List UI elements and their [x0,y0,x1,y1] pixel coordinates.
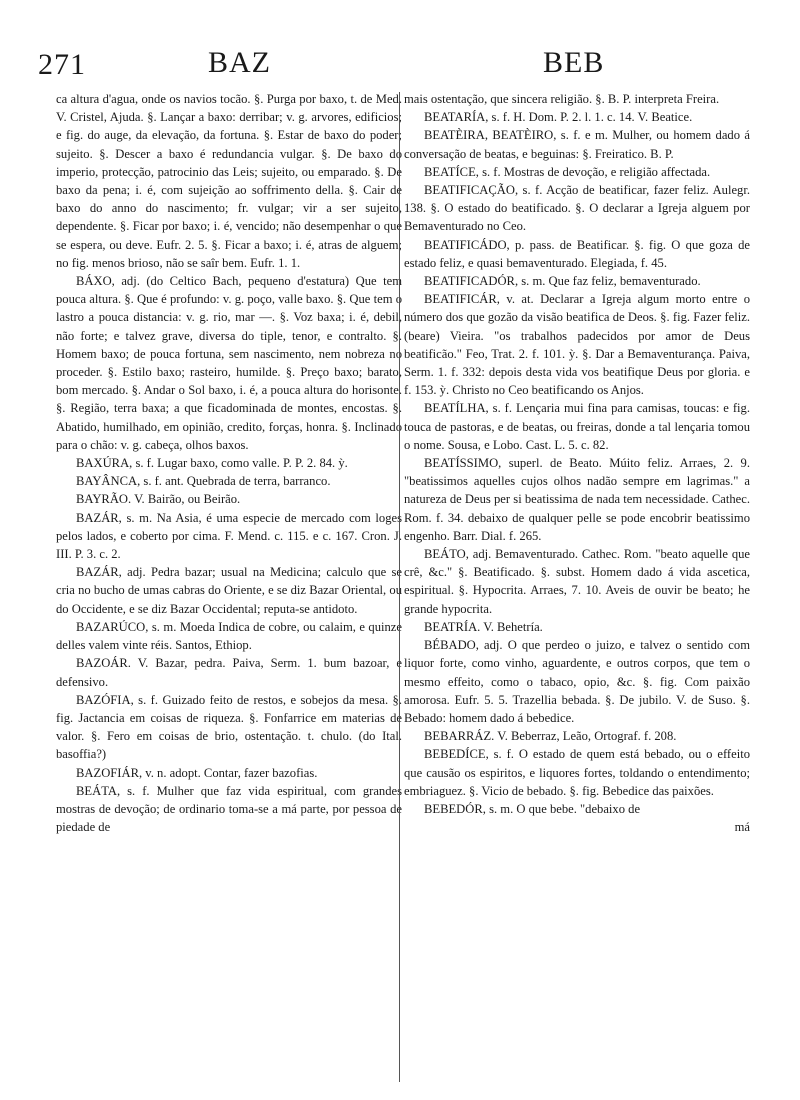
page-header [38,46,762,86]
entry-beata: BEÁTA, s. f. Mulher que faz vida espiritual, com grandes mostras de devoção; de ordinario toma-se a má parte, por pessoa de piedade de [56,783,402,835]
entry-beatria: BEATRÍA. V. Behetría. [424,619,543,634]
entry-continuation: mais ostentação, que sincera religião. §. B. P. interpreta Freira. [404,92,720,106]
entry-bazar-adj: BAZÁR, adj. Pedra bazar; usual na Medicina; calculo que se cria no bucho de umas cabras do Oriente, e se diz Bazar Oriental, ou do Occidente, e se diz Bazar Occidental; reputa-se antidoto. [56,565,402,616]
entry-beatificador: BEATIFICADÓR, s. m. Que faz feliz, bemaventurado. [424,274,701,289]
entry-continuation: ca altura d'agua, onde os navios tocão. §. Purga por baxo, t. de Med. V. Cristel, Ajuda. §. Lançar a baxo: derribar; v. g. arvores, edificios; e fig. do auge, da elevação, da fortuna. §. Estar de baxo do poder; sujeito. §. Descer a baxo é redundancia vulgar. §. De baxo do imperio, protecção, patrocinio das Leis; sujeito, ou emparado. §. De baxo da pena; i. é, com sujeição ao soffrimento della. §. Cair de baxo do anno do nascimento; fr. vulgar; vir a ser sujeito, dependente. §. Ficar por baxo; i. é, vencido; não desempenhar o que se espera, ou deve. Eufr. 2. 5. §. Ficar a baxo; i. é, atras de alguem; no fig. menos brioso, não se saîr bem. Eufr. 1. 1. [56,92,402,270]
entry-beatificacao: BEATIFICAÇÃO, s. f. Acção de beatificar, fazer feliz. Aulegr. 138. §. O estado do beatificado. §. O declarar a Igreja alguem por Bemaventurado no Ceo. [404,183,750,234]
entry-beatificado: BEATIFICÁDO, p. pass. de Beatificar. §. fig. O que goza de estado feliz, e quasi bemaventurado. Elegiada, f. 45. [404,237,750,270]
entry-bazaruco: BAZARÚCO, s. m. Moeda Indica de cobre, ou calaim, e quinze delles valem vinte réis. Santos, Ethiop. [56,619,402,653]
entry-bazofiar: BAZOFIÁR, v. n. adopt. Contar, fazer bazofias. [76,765,318,780]
entry-bebedice: BEBEDÍCE, s. f. O estado de quem está bebado, ou o effeito que causão os espiritos, e liquores fortes, toldando o entendimento; embriaguez. §. Vicio de bebado. §. fig. Bebedice das paixões. [404,747,750,798]
entry-bebedor: BEBEDÓR, s. m. O que bebe. "debaixo de [424,801,641,816]
entry-beatissimo: BEATÍSSIMO, superl. de Beato. Múito feliz. Arraes, 2. 9. "beatissimos aquelles cujos olhos nadão sempre em lagrimas." a natureza de Deus per si beatissima de nada tem necessidade. Cathec. Rom. f. 34. debaixo de qualquer pelle se pode encobrir beatissimo engenho. Barr. Dial. f. 265. [404,456,750,543]
left-column [56,90,402,836]
entry-bazar-noun: BAZÁR, s. m. Na Asia, é uma especie de mercado com loges pelos lados, e coberto por cima. F. Mend. c. 115. e c. 167. Cron. J. III. P. 3. c. 2. [56,510,402,562]
right-column [404,90,750,836]
entry-beatificar: BEATIFICÁR, v. at. Declarar a Igreja algum morto entre o número dos que gozão da visão beatifica de Deos. §. fig. Fazer feliz. (beare) Vieira. "os trabalhos padecidos por amor de Deus beatificão." Feo, Trat. 2. f. 101. ỳ. §. Dar a Bemaventurança. Paiva, Serm. 1. f. 332: depois desta vida vos beatifique Deus por gloria. e f. 153. ỳ. Christo no Ceo beatificando os Anjos. [404,292,750,398]
entry-beatilha: BEATÍLHA, s. f. Lençaria mui fina para camisas, toucas: e fig. touca de pastoras, e de beatas, ou freiras, donde a tal lençaria tomou o nome. Sousa, e Lobo. Cast. L. 5. c. 82. [404,401,750,452]
entry-baxura: BAXÚRA, s. f. Lugar baxo, como valle. P. P. 2. 84. ỳ. [76,456,348,471]
entry-bebarraz: BEBARRÁZ. V. Beberraz, Leão, Ortograf. f. 208. [424,729,677,744]
entry-bebado: BÉBADO, adj. O que perdeo o juizo, e talvez o sentido com liquor forte, como vinho, aguardente, e outros corpos, que tem o mesmo effeito, como o tabaco, opio, &c. §. fig. Com paixão amorosa. Eufr. 5. 5. Trazellia bebada. §. De jubilo. V. de Suso. §. Bebado: homem dado á bebedice. [404,638,750,725]
entry-baxo: BÁXO, adj. (do Celtico Bach, pequeno d'estatura) Que tem pouca altura. §. Que é profundo: v. g. poço, valle baxo. §. Que tem o lastro a pouca distancia: v. g. rio, mar —. §. Voz baxa; i. é, debil, não forte; e talvez grave, diversa do tiple, tenor, e contralto. §. Homem baxo; de pouca fortuna, sem nascimento, nem nobreza no proceder. §. Estilo baxo; rasteiro, humilde. §. Preço baxo; barato, bom mercado. §. Andar o Sol baxo, i. é, a pouca altura do horisonte. §. Região, terra baxa; a que ficadominada de montes, encostas. §. Abatido, humilhado, em opinião, credito, forças, honra. §. Inclinado para o chão: v. g. cabeça, olhos baxos. [56,274,402,452]
page-number: 271 [38,48,86,81]
entry-beataria: BEATARÍA, s. f. H. Dom. P. 2. l. 1. c. 14. V. Beatice. [424,110,693,125]
entry-beateira: BEATÈIRA, BEATÈIRO, s. f. e m. Mulher, ou homem dado á conversação de beatas, e beguinas: §. Freiratico. B. P. [404,128,750,161]
entry-bayrao: BAYRÃO. V. Bairão, ou Beirão. [76,492,241,507]
guide-word-left: BAZ [208,46,271,79]
entry-bayanca: BAYÂNCA, s. f. ant. Quebrada de terra, barranco. [76,474,331,489]
entry-bazoar: BAZOÁR. V. Bazar, pedra. Paiva, Serm. 1. bum bazoar, e defensivo. [56,656,402,689]
entry-bazofia: BAZÓFIA, s. f. Guizado feito de restos, e sobejos da mesa. §. fig. Jactancia em coisas de riqueza. §. Fonfarrice em materias de valor. §. Fero em coisas de brio, ostentação. t. chulo. (do Ital. basoffia?) [56,692,402,762]
entry-beatice: BEATÍCE, s. f. Mostras de devoção, e religião affectada. [424,164,711,179]
guide-word-right: BEB [543,46,605,79]
catchword: má [734,820,750,835]
entry-beato: BEÁTO, adj. Bemaventurado. Cathec. Rom. "beato aquelle que crê, &c." §. Beatificado. §. subst. Homem dado á vida ascetica, espiritual. §. Hypocrita. Arraes, 7. 10. Aveis de ouvir be beato; he grande hypocrita. [404,547,750,616]
column-divider [399,92,400,1082]
